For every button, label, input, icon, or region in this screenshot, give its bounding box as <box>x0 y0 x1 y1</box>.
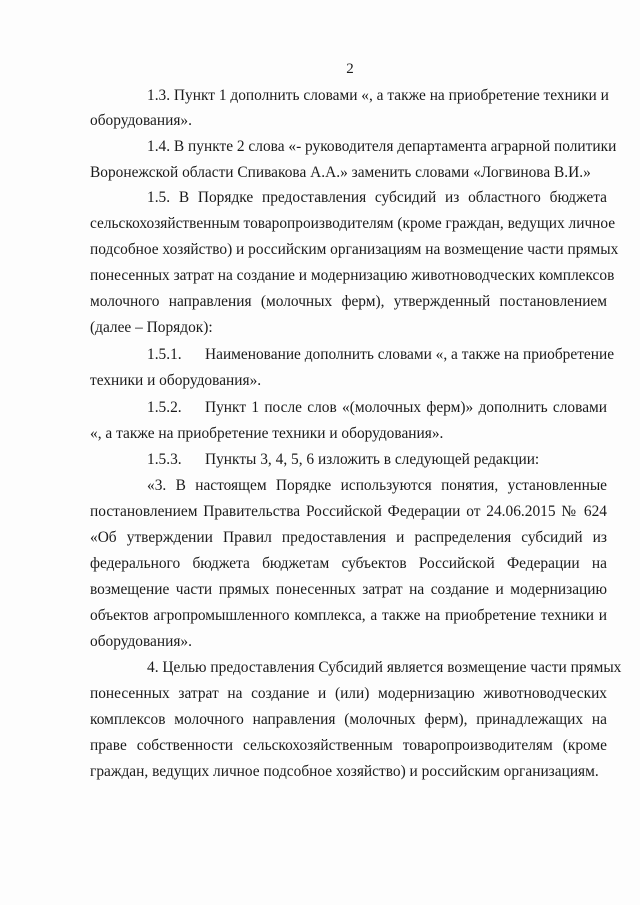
text-line: оборудования». <box>90 112 192 129</box>
text-line: постановлением Правительства Российской Федерации от 24.06.2015 № 624 <box>90 503 607 520</box>
text-line: техники и оборудования». <box>90 372 262 389</box>
text-line: (далее – Порядок): <box>90 319 213 336</box>
text-line: федерального бюджета бюджетам субъектов Российской Федерации на <box>90 555 607 572</box>
item-number: 1.5.2. <box>147 399 182 416</box>
text-line: понесенных затрат на создание и (или) модернизацию животноводческих <box>90 685 607 702</box>
text-line: молочного направления (молочных ферм), утвержденный постановлением <box>90 293 607 310</box>
text-line: подсобное хозяйство) и российским организациям на возмещение части прямых <box>90 241 619 258</box>
text-line: 4. Целью предоставления Субсидий является возмещение части прямых <box>147 659 622 676</box>
text-line: граждан, ведущих личное подсобное хозяйство) и российским организациям. <box>90 763 599 780</box>
item-number: 1.5.3. <box>147 451 182 468</box>
text-line: возмещение части прямых понесенных затрат на создание и модернизацию <box>90 581 607 598</box>
text-line: 1.5. В Порядке предоставления субсидий из областного бюджета <box>147 189 607 206</box>
text-line: «3. В настоящем Порядке используются понятия, установленные <box>147 477 607 494</box>
text-line: оборудования». <box>90 633 192 650</box>
text-line: Воронежской области Спивакова А.А.» заменить словами «Логвинова В.И.» <box>90 164 591 181</box>
text-line: сельскохозяйственным товаропроизводителям (кроме граждан, ведущих личное <box>90 215 616 232</box>
text-line: Пункты 3, 4, 5, 6 изложить в следующей редакции: <box>205 451 540 468</box>
text-line: Пункт 1 после слов «(молочных ферм)» дополнить словами <box>205 399 607 416</box>
text-line: Наименование дополнить словами «, а также на приобретение <box>205 346 615 363</box>
text-line: «Об утверждении Правил предоставления и распределения субсидий из <box>90 529 607 546</box>
text-line: объектов агропромышленного комплекса, а также на приобретение техники и <box>90 607 607 624</box>
text-line: 1.3. Пункт 1 дополнить словами «, а также на приобретение техники и <box>147 87 609 104</box>
item-number: 1.5.1. <box>147 346 182 363</box>
text-line: «, а также на приобретение техники и оборудования». <box>90 425 444 442</box>
text-line: комплексов молочного направления (молочных ферм), принадлежащих на <box>90 711 607 728</box>
text-line: понесенных затрат на создание и модернизацию животноводческих комплексов <box>90 267 615 284</box>
text-line: 1.4. В пункте 2 слова «- руководителя департамента аграрной политики <box>147 138 617 155</box>
page-number: 2 <box>346 61 354 77</box>
text-line: праве собственности сельскохозяйственным товаропроизводителям (кроме <box>90 737 607 754</box>
